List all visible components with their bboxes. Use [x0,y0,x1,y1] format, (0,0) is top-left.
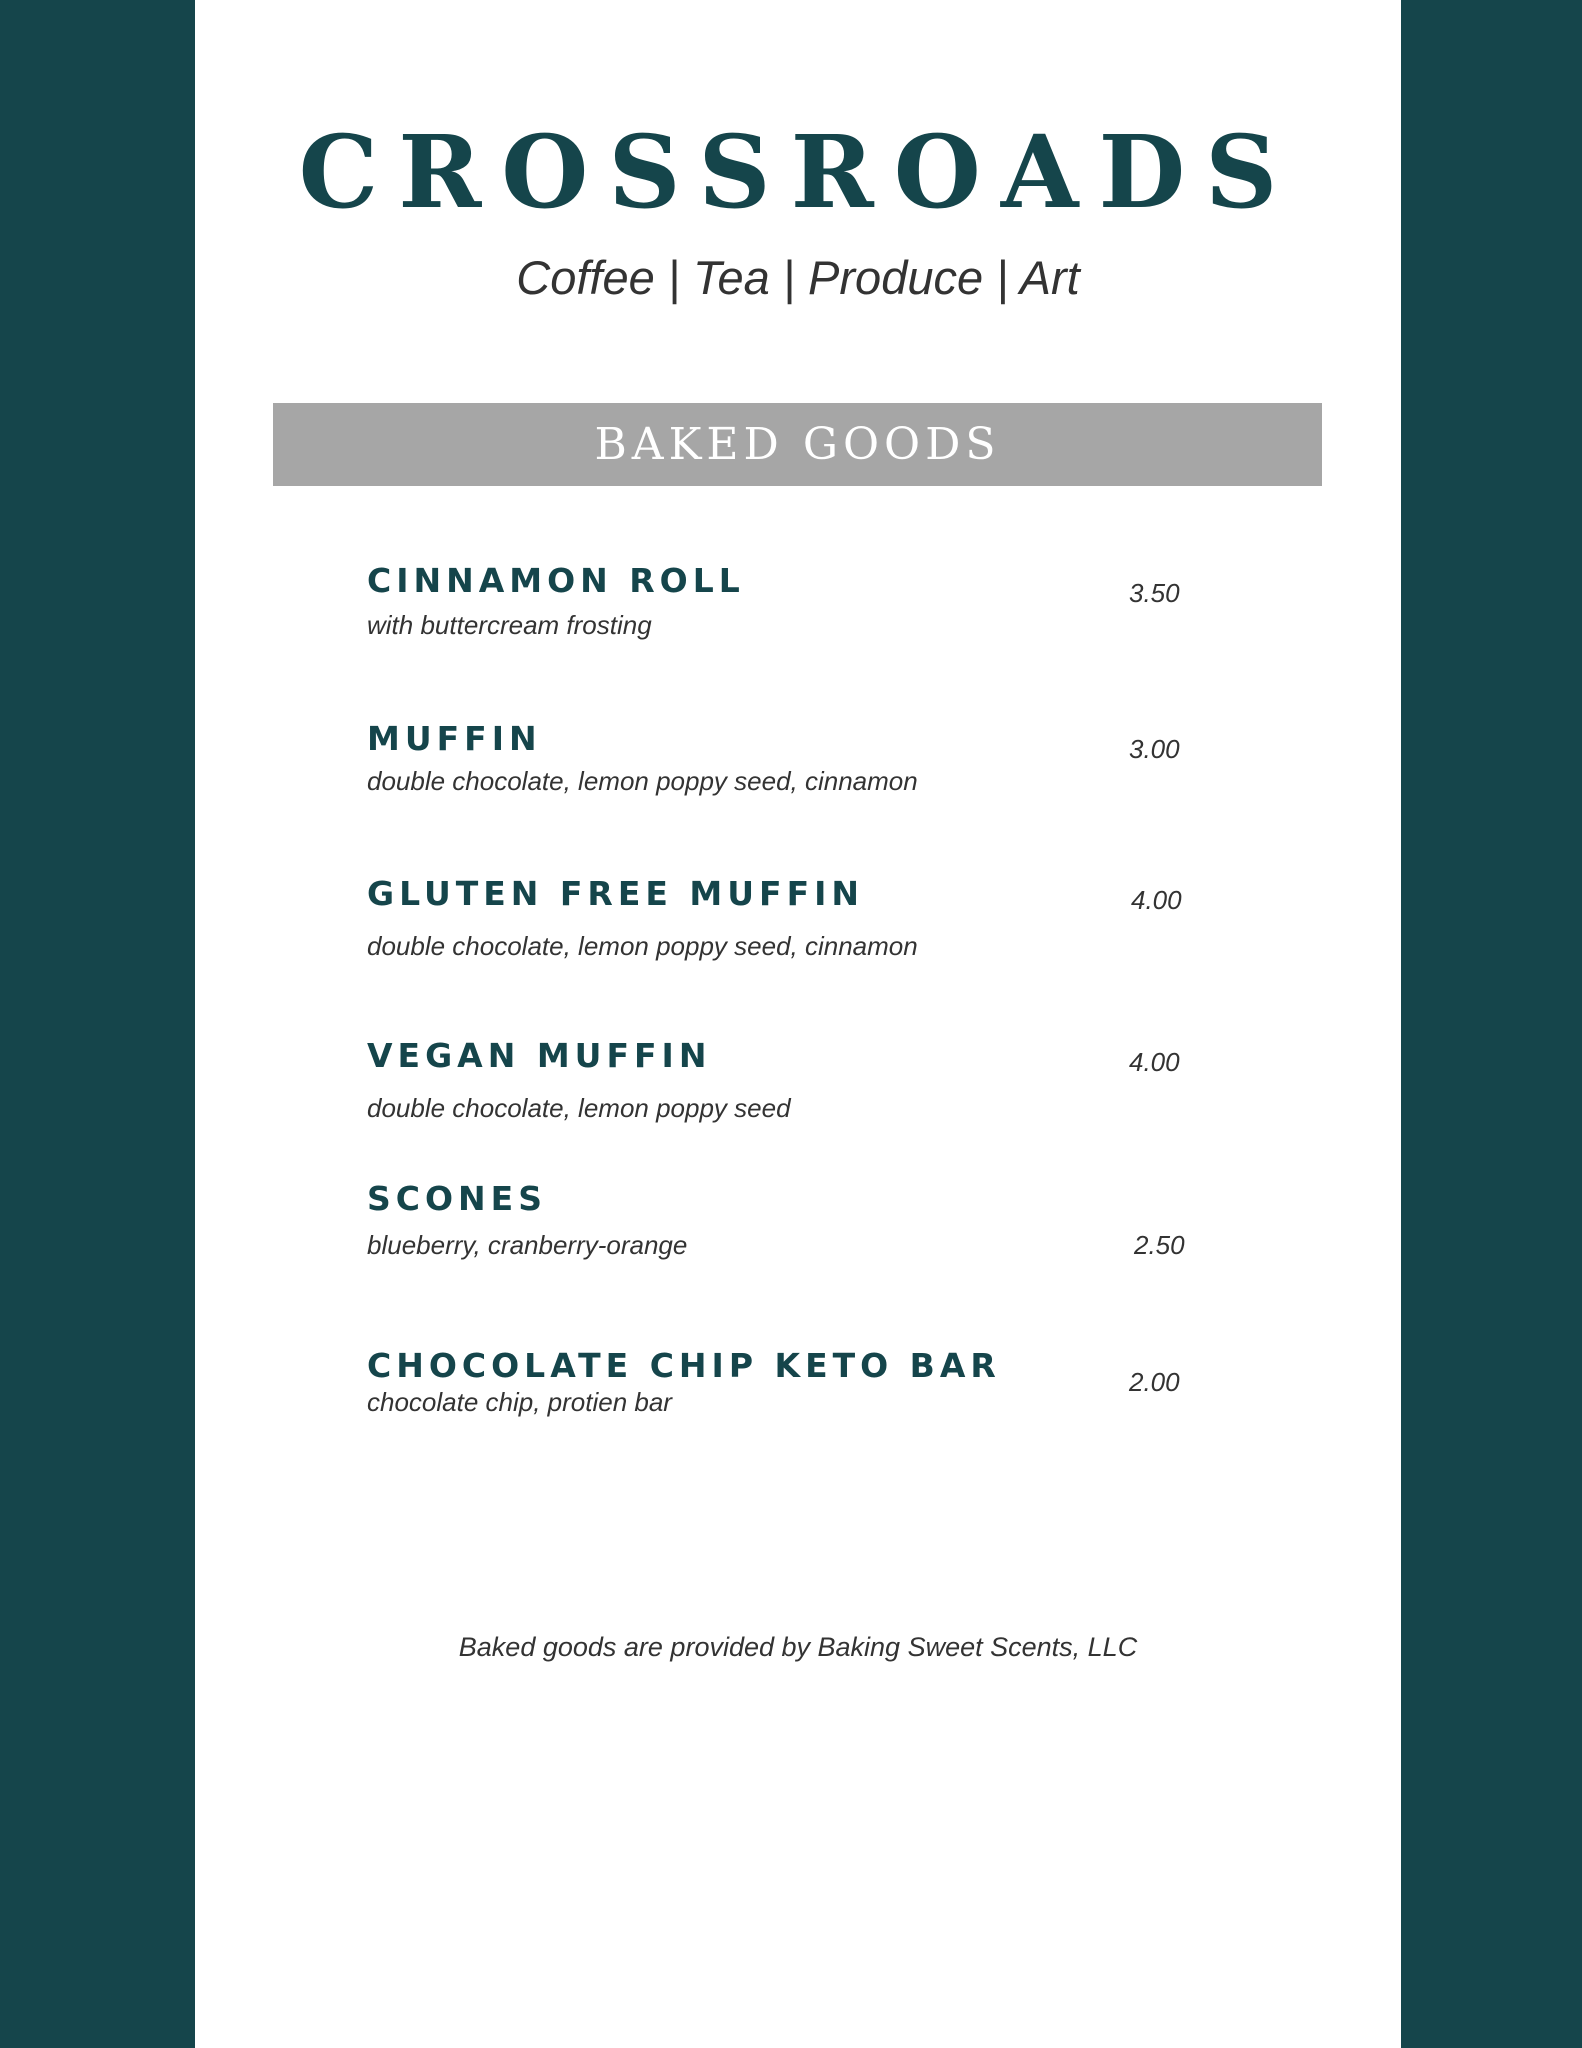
right-side-band [1401,0,1582,2048]
item-name: SCONES [367,1179,547,1218]
item-name: VEGAN MUFFIN [367,1036,712,1075]
item-name: GLUTEN FREE MUFFIN [367,874,865,913]
menu-page [195,0,1401,2048]
item-description: blueberry, cranberry-orange [367,1230,688,1260]
item-description: double chocolate, lemon poppy seed, cinnamon [367,766,918,796]
brand-tagline: Coffee | Tea | Produce | Art [516,251,1080,304]
left-side-band [0,0,195,2048]
section-title: BAKED GOODS [594,419,1001,470]
brand-title: CROSSROADS [298,113,1298,231]
footer-note: Baked goods are provided by Baking Sweet Scents, LLC [458,1632,1138,1662]
item-name: MUFFIN [367,719,542,758]
item-price: 4.00 [1129,1047,1180,1077]
section-banner [273,403,1322,486]
item-description: with buttercream frosting [367,610,652,640]
item-price: 2.00 [1129,1367,1180,1397]
item-description: double chocolate, lemon poppy seed, cinnamon [367,931,918,961]
item-price: 2.50 [1134,1230,1185,1260]
item-price: 4.00 [1131,885,1182,915]
item-price: 3.00 [1129,734,1180,764]
item-description: double chocolate, lemon poppy seed [367,1093,791,1123]
item-price: 3.50 [1129,578,1180,608]
item-name: CINNAMON ROLL [367,561,745,600]
item-name: CHOCOLATE CHIP KETO BAR [367,1346,1001,1385]
item-description: chocolate chip, protien bar [367,1387,672,1417]
